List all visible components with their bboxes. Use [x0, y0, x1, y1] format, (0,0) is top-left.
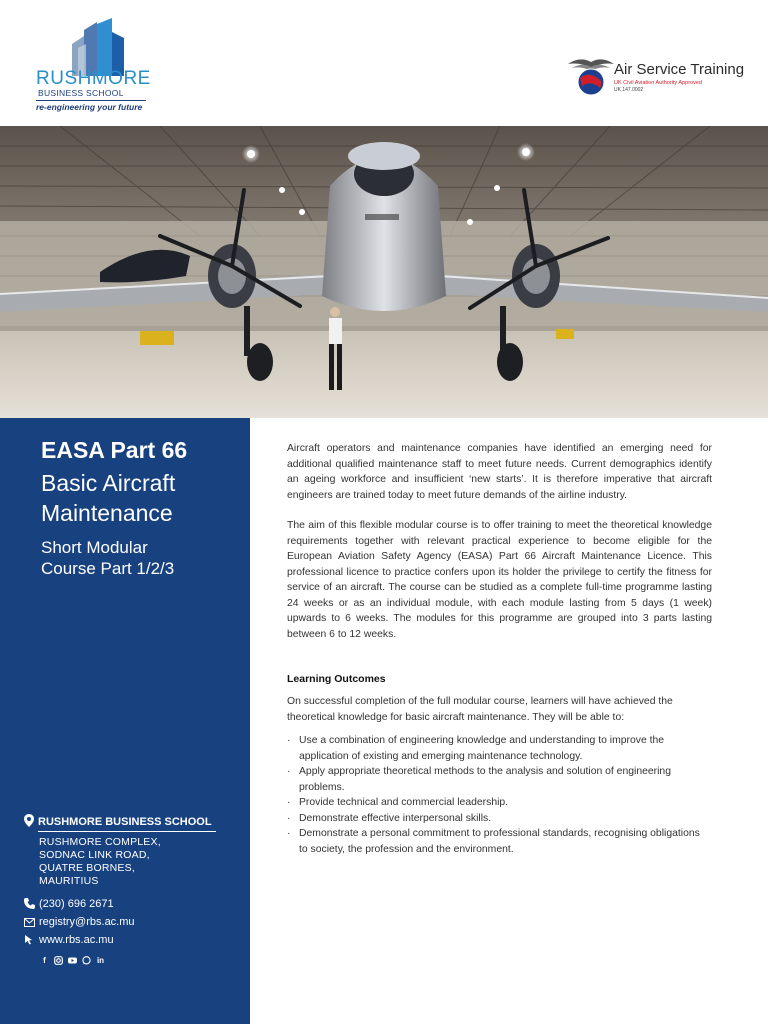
ast-winged-globe-icon	[566, 52, 616, 98]
learning-outcomes-intro: On successful completion of the full modular course, learners will have achieved the theoretical knowledge for basic aircraft maintenance. They will be able to:	[287, 696, 673, 723]
contact-heading	[24, 814, 212, 828]
facebook-icon[interactable]: f	[43, 956, 46, 965]
location-pin-icon	[24, 814, 34, 827]
course-description	[287, 441, 712, 657]
course-subtitle-line2: Course Part 1/2/3	[41, 559, 175, 578]
aim-paragraph: The aim of this flexible modular course is to offer training to meet the theoretical knowledge requirements together with relevant practical experience to become eligible for the European Aviation Safety Agency (EASA) Part 66 Aircraft Maintenance Licence. This professional licence to practice confers upon its holder the privilege to certify the fitness for service of an aircraft. The course can be studied as a complete full-time programme lasting 24 weeks or as an individual module, with each module lasting from 5 days (1 week) upwards to 6 weeks. The modules for this programme are grouped into 3 parts lasting between 6 to 12 weeks.	[287, 520, 712, 640]
list-item: · Demonstrate effective interpersonal skills.	[287, 811, 707, 827]
website-text: www.rbs.ac.mu	[39, 934, 114, 946]
address-line: SODNAC LINK ROAD,	[39, 849, 150, 861]
list-item: · Use a combination of engineering knowledge and understanding to improve the application of existing and emerging maintenance technology.	[287, 733, 707, 764]
rushmore-subtitle: BUSINESS SCHOOL	[38, 88, 124, 98]
phone-text: (230) 696 2671	[39, 898, 114, 910]
contact-email[interactable]	[24, 916, 135, 928]
ast-ref: UK 147.0002	[614, 87, 644, 93]
list-item: · Provide technical and commercial leadership.	[287, 795, 707, 811]
youtube-icon[interactable]	[68, 956, 77, 965]
course-title-line2: Basic Aircraft	[41, 470, 176, 496]
address-line: RUSHMORE COMPLEX,	[39, 836, 161, 848]
address-line: MAURITIUS	[39, 875, 99, 887]
contact-heading-text: RUSHMORE BUSINESS SCHOOL	[38, 816, 212, 828]
learning-outcomes-list	[287, 733, 707, 857]
social-links	[40, 956, 105, 965]
address-line: QUATRE BORNES,	[39, 862, 135, 874]
intro-paragraph: Aircraft operators and maintenance companies have identified an emerging need for additional qualified maintenance staff to meet future needs. Current demographics identify an ageing workforce and insufficient ‘new starts’. It is therefore imperative that aircraft engineers are trained today to meet future demands of the airline industry.	[287, 443, 712, 501]
ast-wordmark: Air Service Training	[614, 61, 745, 78]
cursor-icon	[24, 934, 35, 945]
list-item: · Apply appropriate theoretical methods to the analysis and solution of engineering problems.	[287, 764, 707, 795]
hangar-aircraft-illustration	[0, 126, 768, 418]
hero-aircraft-photo	[0, 126, 768, 418]
rushmore-wordmark: RUSHMORE	[36, 68, 151, 89]
ast-approval: UK Civil Aviation Authority Approved	[614, 80, 702, 86]
whatsapp-icon[interactable]	[82, 956, 91, 965]
contact-website[interactable]	[24, 934, 114, 946]
contact-divider	[38, 831, 216, 832]
rushmore-logo	[30, 14, 160, 114]
linkedin-icon[interactable]: in	[96, 956, 105, 965]
course-subtitle-line1: Short Modular	[41, 538, 148, 557]
air-service-training-logo	[566, 50, 745, 100]
course-title-line1: EASA Part 66	[41, 437, 188, 463]
list-item: · Demonstrate a personal commitment to professional standards, recognising obligations to society, the profession and the environment.	[287, 826, 707, 857]
course-title-panel	[0, 418, 250, 1024]
email-text: registry@rbs.ac.mu	[39, 916, 135, 928]
rushmore-divider	[36, 100, 146, 101]
instagram-icon[interactable]	[54, 956, 63, 965]
rushmore-tagline: re-engineering your future	[36, 102, 143, 112]
email-icon	[24, 918, 35, 927]
course-title-line3: Maintenance	[41, 500, 173, 526]
learning-outcomes-heading: Learning Outcomes	[287, 673, 386, 685]
contact-phone[interactable]	[24, 898, 114, 910]
phone-icon	[24, 898, 35, 909]
